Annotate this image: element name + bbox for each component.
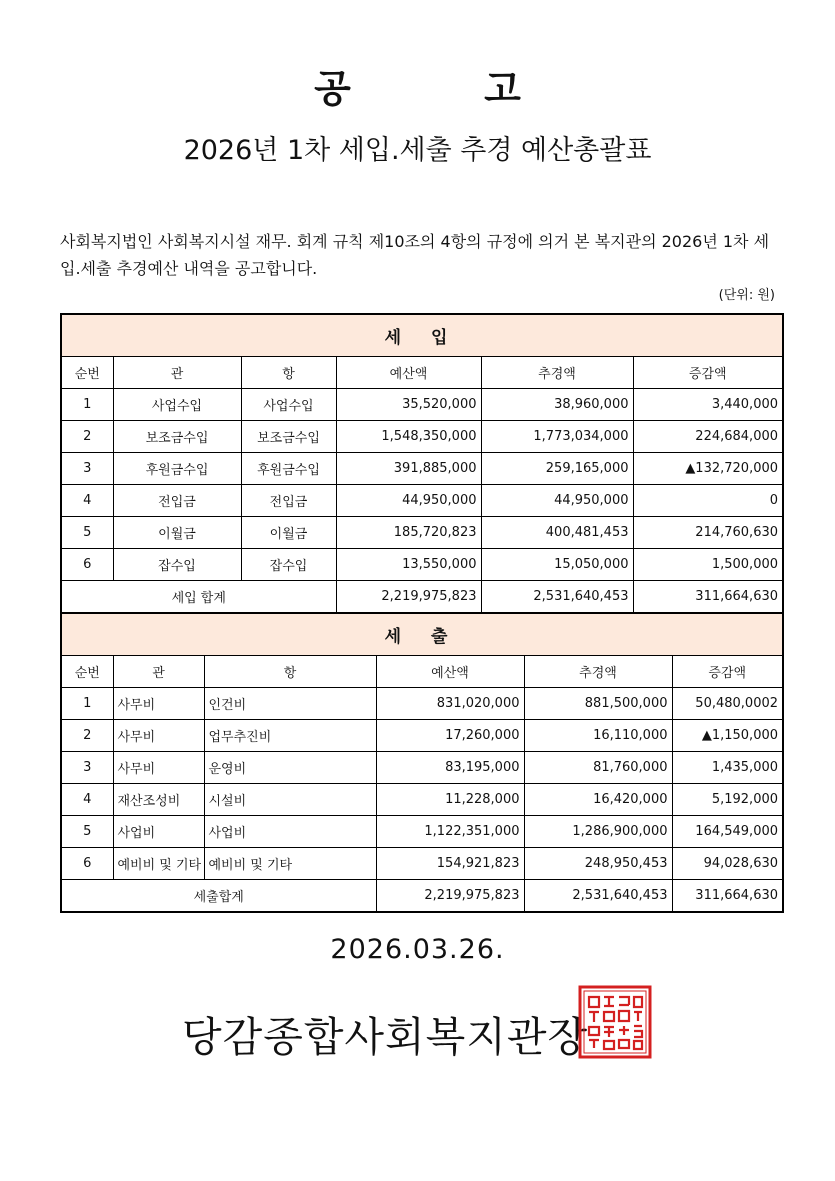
row-revised: 44,950,000 — [481, 485, 633, 517]
row-gwan: 예비비 및 기타 — [113, 848, 204, 880]
header-budget: 예산액 — [376, 656, 524, 688]
header-hang: 항 — [241, 357, 336, 389]
row-gwan: 사무비 — [113, 720, 204, 752]
table-row — [61, 517, 783, 549]
row-no: 3 — [61, 453, 113, 485]
row-budget: 391,885,000 — [336, 453, 481, 485]
row-gwan: 잡수입 — [113, 549, 241, 581]
row-hang: 예비비 및 기타 — [204, 848, 376, 880]
row-revised: 16,110,000 — [524, 720, 672, 752]
row-gwan: 사업비 — [113, 816, 204, 848]
row-change: 164,549,000 — [672, 816, 783, 848]
header-hang: 항 — [204, 656, 376, 688]
row-change: 5,192,000 — [672, 784, 783, 816]
table-row — [61, 549, 783, 581]
row-hang: 시설비 — [204, 784, 376, 816]
row-change: 0 — [633, 485, 783, 517]
row-change: ▲132,720,000 — [633, 453, 783, 485]
expense-header-row — [61, 656, 783, 688]
row-gwan: 보조금수입 — [113, 421, 241, 453]
row-change: ▲1,150,000 — [672, 720, 783, 752]
row-hang: 이월금 — [241, 517, 336, 549]
row-hang: 사업비 — [204, 816, 376, 848]
table-row — [61, 720, 783, 752]
row-revised: 400,481,453 — [481, 517, 633, 549]
table-row — [61, 389, 783, 421]
income-total-label: 세입 합계 — [61, 581, 336, 614]
income-total-change: 311,664,630 — [633, 581, 783, 614]
row-no: 4 — [61, 784, 113, 816]
header-change: 증감액 — [672, 656, 783, 688]
row-no: 6 — [61, 549, 113, 581]
row-revised: 881,500,000 — [524, 688, 672, 720]
expense-table — [60, 612, 784, 913]
row-revised: 81,760,000 — [524, 752, 672, 784]
row-budget: 831,020,000 — [376, 688, 524, 720]
table-row — [61, 752, 783, 784]
row-no: 5 — [61, 816, 113, 848]
income-total-budget: 2,219,975,823 — [336, 581, 481, 614]
row-no: 3 — [61, 752, 113, 784]
row-hang: 후원금수입 — [241, 453, 336, 485]
row-gwan: 후원금수입 — [113, 453, 241, 485]
row-budget: 1,122,351,000 — [376, 816, 524, 848]
row-gwan: 사무비 — [113, 752, 204, 784]
table-row — [61, 421, 783, 453]
income-total-row — [61, 581, 783, 614]
row-hang: 보조금수입 — [241, 421, 336, 453]
notice-intro: 사회복지법인 사회복지시설 재무. 회계 규칙 제10조의 4항의 규정에 의거 본 복지관의 2026년 1차 세입.세출 추경예산 내역을 공고합니다. — [60, 232, 770, 278]
row-gwan: 재산조성비 — [113, 784, 204, 816]
row-no: 1 — [61, 389, 113, 421]
row-change: 94,028,630 — [672, 848, 783, 880]
row-hang: 운영비 — [204, 752, 376, 784]
header-revised: 추경액 — [481, 357, 633, 389]
income-section-title: 세 입 — [61, 314, 783, 357]
row-change: 214,760,630 — [633, 517, 783, 549]
row-no: 4 — [61, 485, 113, 517]
expense-total-label: 세출합계 — [61, 880, 376, 913]
row-no: 2 — [61, 421, 113, 453]
notice-subtitle: 2026년 1차 세입.세출 추경 예산총괄표 — [183, 135, 652, 166]
row-change: 1,500,000 — [633, 549, 783, 581]
row-budget: 154,921,823 — [376, 848, 524, 880]
row-change: 224,684,000 — [633, 421, 783, 453]
row-no: 2 — [61, 720, 113, 752]
row-budget: 185,720,823 — [336, 517, 481, 549]
row-revised: 38,960,000 — [481, 389, 633, 421]
header-revised: 추경액 — [524, 656, 672, 688]
expense-section-title: 세 출 — [61, 613, 783, 656]
row-change: 3,440,000 — [633, 389, 783, 421]
row-no: 5 — [61, 517, 113, 549]
row-gwan: 사무비 — [113, 688, 204, 720]
table-row — [61, 848, 783, 880]
row-budget: 1,548,350,000 — [336, 421, 481, 453]
row-budget: 83,195,000 — [376, 752, 524, 784]
income-header-row — [61, 357, 783, 389]
row-change: 50,480,0002 — [672, 688, 783, 720]
header-no: 순번 — [61, 357, 113, 389]
row-revised: 1,286,900,000 — [524, 816, 672, 848]
organization-name: 당감종합사회복지관장 — [182, 1013, 589, 1061]
row-gwan: 전입금 — [113, 485, 241, 517]
income-table — [60, 313, 784, 614]
header-no: 순번 — [61, 656, 113, 688]
row-hang: 잡수입 — [241, 549, 336, 581]
table-row — [61, 485, 783, 517]
table-row — [61, 784, 783, 816]
row-budget: 44,950,000 — [336, 485, 481, 517]
header-gwan: 관 — [113, 357, 241, 389]
expense-total-budget: 2,219,975,823 — [376, 880, 524, 913]
row-gwan: 이월금 — [113, 517, 241, 549]
notice-date: 2026.03.26. — [330, 934, 505, 965]
row-hang: 업무추진비 — [204, 720, 376, 752]
row-hang: 사업수입 — [241, 389, 336, 421]
row-no: 6 — [61, 848, 113, 880]
row-change: 1,435,000 — [672, 752, 783, 784]
row-gwan: 사업수입 — [113, 389, 241, 421]
row-revised: 15,050,000 — [481, 549, 633, 581]
header-gwan: 관 — [113, 656, 204, 688]
income-total-revised: 2,531,640,453 — [481, 581, 633, 614]
row-budget: 17,260,000 — [376, 720, 524, 752]
table-row — [61, 688, 783, 720]
row-budget: 11,228,000 — [376, 784, 524, 816]
row-revised: 248,950,453 — [524, 848, 672, 880]
table-row — [61, 816, 783, 848]
row-budget: 13,550,000 — [336, 549, 481, 581]
expense-total-row — [61, 880, 783, 913]
row-revised: 16,420,000 — [524, 784, 672, 816]
expense-total-change: 311,664,630 — [672, 880, 783, 913]
table-row — [61, 453, 783, 485]
official-seal-icon — [578, 985, 652, 1059]
row-budget: 35,520,000 — [336, 389, 481, 421]
header-change: 증감액 — [633, 357, 783, 389]
row-revised: 259,165,000 — [481, 453, 633, 485]
row-revised: 1,773,034,000 — [481, 421, 633, 453]
row-no: 1 — [61, 688, 113, 720]
row-hang: 전입금 — [241, 485, 336, 517]
unit-label: (단위: 원) — [718, 288, 775, 303]
notice-title: 공 고 — [314, 67, 581, 111]
row-hang: 인건비 — [204, 688, 376, 720]
expense-total-revised: 2,531,640,453 — [524, 880, 672, 913]
header-budget: 예산액 — [336, 357, 481, 389]
